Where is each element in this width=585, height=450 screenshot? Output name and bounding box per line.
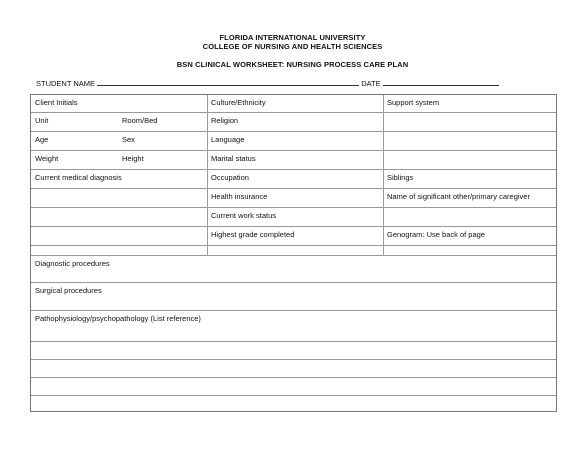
row-divider: [31, 395, 556, 396]
age-label: Age: [35, 135, 49, 144]
university-title: FLORIDA INTERNATIONAL UNIVERSITY: [219, 33, 366, 42]
patho-label: Pathophysiology/psychopathology (List reference): [35, 314, 201, 323]
occupation-label: Occupation: [211, 173, 249, 182]
work-status-label: Current work status: [211, 211, 277, 220]
row-divider: [31, 112, 556, 113]
row-divider: [31, 377, 556, 378]
weight-label: Weight: [35, 154, 59, 163]
student-name-label: STUDENT NAME: [36, 79, 96, 88]
marital-label: Marital status: [211, 154, 256, 163]
client-initials-label: Client Initials: [35, 98, 78, 107]
date-field[interactable]: [383, 78, 499, 86]
room-bed-label: Room/Bed: [122, 116, 158, 125]
row-divider: [31, 310, 556, 311]
row-divider: [31, 207, 556, 208]
sex-label: Sex: [122, 135, 135, 144]
culture-label: Culture/Ethnicity: [211, 98, 266, 107]
insurance-label: Health insurance: [211, 192, 268, 201]
row-divider: [31, 341, 556, 342]
college-title: COLLEGE OF NURSING AND HEALTH SCIENCES: [202, 42, 383, 51]
row-divider: [31, 150, 556, 151]
student-name-field[interactable]: [97, 78, 359, 86]
surgical-label: Surgical procedures: [35, 286, 102, 295]
support-label: Support system: [387, 98, 440, 107]
row-divider: [31, 245, 556, 246]
row-divider: [31, 131, 556, 132]
row-divider: [31, 226, 556, 227]
row-divider: [31, 188, 556, 189]
column-divider: [383, 95, 384, 255]
height-label: Height: [122, 154, 144, 163]
unit-label: Unit: [35, 116, 49, 125]
row-divider: [31, 359, 556, 360]
genogram-label: Genogram: Use back of page: [387, 230, 485, 239]
grade-label: Highest grade completed: [211, 230, 295, 239]
row-divider: [31, 169, 556, 170]
row-divider: [31, 255, 556, 256]
significant-other-label: Name of significant other/primary caregiver: [387, 192, 530, 201]
row-divider: [31, 282, 556, 283]
diagnostic-label: Diagnostic procedures: [35, 259, 110, 268]
diagnosis-label: Current medical diagnosis: [35, 173, 122, 182]
column-divider: [207, 95, 208, 255]
language-label: Language: [211, 135, 245, 144]
religion-label: Religion: [211, 116, 239, 125]
date-label: DATE: [361, 79, 381, 88]
siblings-label: Siblings: [387, 173, 414, 182]
student-line: [36, 78, 556, 88]
care-plan-table: [30, 94, 557, 412]
worksheet-title: BSN CLINICAL WORKSHEET: NURSING PROCESS CARE PLAN: [176, 60, 409, 69]
